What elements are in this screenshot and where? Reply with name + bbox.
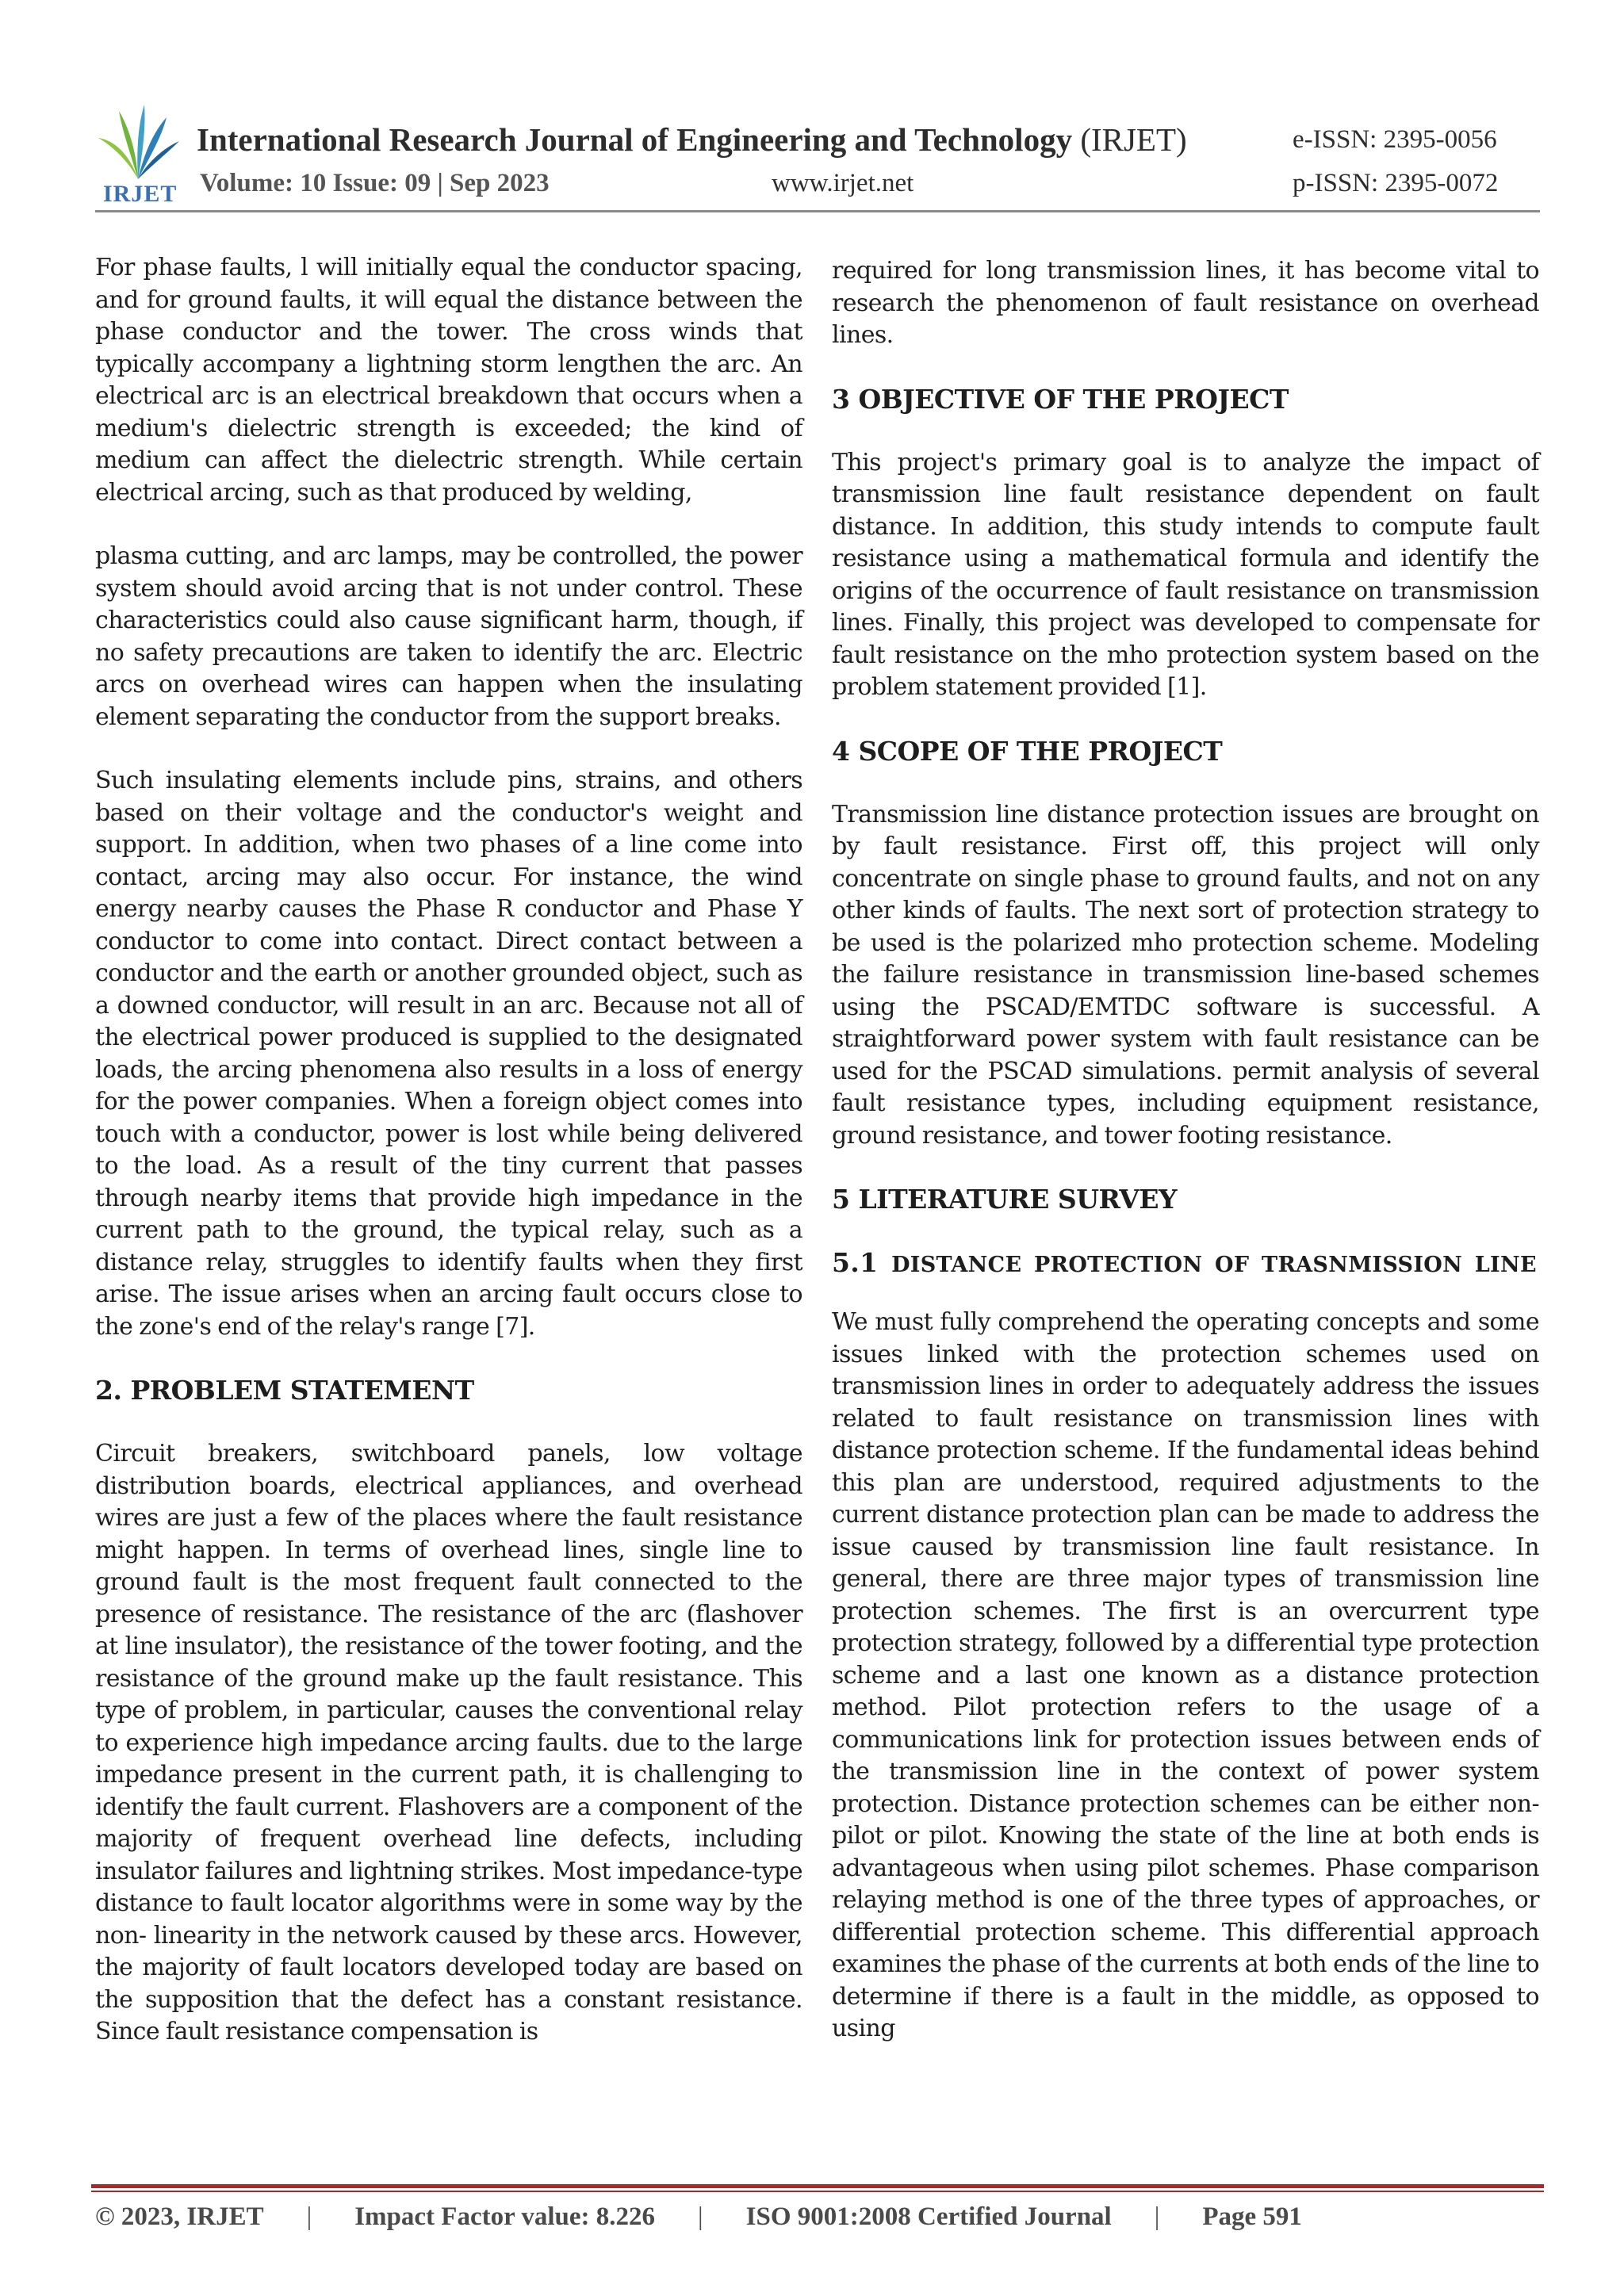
footer-divider-thin: [91, 2191, 1544, 2192]
logo-leaves-icon: [95, 103, 181, 182]
left-column: [95, 252, 802, 2049]
pissn: p-ISSN: 2395-0072: [1293, 169, 1499, 197]
footer-copyright: © 2023, IRJET: [95, 2202, 264, 2231]
subsection-heading-distance-protection: [832, 1247, 1539, 1281]
logo-text: IRJET: [103, 181, 178, 207]
journal-abbr: (IRJET): [1080, 121, 1187, 158]
footer-page-number: Page 591: [1202, 2202, 1302, 2231]
header-divider: [95, 210, 1540, 212]
paragraph: For phase faults, l will initially equal the conductor spacing, and for ground faults, it will equal the distance between the phase conductor and the tower. The cross winds that typically accompany a lightning storm lengthen the arc. An electrical arc is an electrical breakdown that occurs when a medium's dielectric strength is exceeded; the kind of medium can affect the dielectric strength. While certain electrical arcing, such as that produced by welding,: [95, 254, 802, 507]
paragraph: plasma cutting, and arc lamps, may be controlled, the power system should avoid arcing that is not under control. These characteristics could also cause significant harm, though, if no safety precautions are taken to identify the arc. Electric arcs on overhead wires can happen when the insulating element separating the conductor from the support breaks.: [95, 542, 802, 731]
paragraph: This project's primary goal is to analyze the impact of transmission line fault resistance dependent on fault distance. In addition, this study intends to compute fault resistance using a mathematical formula and identify the origins of the occurrence of fault resistance on transmission lines. Finally, this project was developed to compensate for fault resistance on the mho protection system based on the problem statement provided [1].: [832, 448, 1539, 701]
footer-impact-factor: Impact Factor value: 8.226: [354, 2202, 656, 2231]
section-heading-scope: 4 SCOPE OF THE PROJECT: [832, 735, 1223, 767]
section-heading-literature-survey: 5 LITERATURE SURVEY: [832, 1184, 1178, 1215]
paragraph: Such insulating elements include pins, strains, and others based on their voltage and the conductor's weight and support. In addition, when two phases of a line come into contact, arcing may also occur. For instance, the wind energy nearby causes the Phase R conductor and Phase Y conductor to come into contact. Direct contact between a conductor and the earth or another grounded object, such as a downed conductor, will result in an arc. Because not all of the electrical power produced is supplied to the designated loads, the arcing phenomena also results in a loss of energy for the power companies. When a foreign object comes into touch with a conductor, power is lost while being delivered to the load. As a result of the tiny current that passes through nearby items that provide high impedance in the current path to the ground, the typical relay, such as a distance relay, struggles to identify faults when they first arise. The issue arises when an arcing fault occurs close to the zone's end of the relay's range [7].: [95, 767, 802, 1341]
section-heading-problem-statement: 2. PROBLEM STATEMENT: [95, 1375, 474, 1406]
paragraph: We must fully comprehend the operating concepts and some issues linked with the protection schemes used on transmission lines in order to adequately address the issues related to fault resistance on transmission lines with distance protection scheme. If the fundamental ideas behind this plan are understood, required adjustments to the current distance protection plan can be made to address the issue caused by transmission line fault resistance. In general, there are three major types of transmission line protection schemes. The first is an overcurrent type protection strategy, followed by a differential type protection scheme and a last one known as a distance protection method. Pilot protection refers to the usage of a communications link for protection issues between ends of the transmission line in the context of power system protection. Distance protection schemes can be either non-pilot or pilot. Knowing the state of the line at both ends is advantageous when using pilot schemes. Phase comparison relaying method is one of the three types of approaches, or differential protection scheme. This differential approach examines the phase of the currents at both ends of the line to determine if there is a fault in the middle, as opposed to using: [832, 1308, 1539, 2042]
footer-iso: ISO 9001:2008 Certified Journal: [745, 2202, 1112, 2231]
subsection-title: DISTANCE PROTECTION OF TRASNMISSION LINE: [891, 1253, 1537, 1277]
page-footer: © 2023, IRJET | Impact Factor value: 8.226 | ISO 9001:2008 Certified Journal | Page 591: [95, 2202, 1302, 2231]
section-heading-objective: 3 OBJECTIVE OF THE PROJECT: [832, 383, 1289, 415]
journal-logo: [95, 103, 181, 208]
paragraph: Transmission line distance protection issues are brought on by fault resistance. First off, this project will only concentrate on single phase to ground faults, and not on any other kinds of faults. The next sort of protection strategy to be used is the polarized mho protection scheme. Modeling the failure resistance in transmission line-based schemes using the PSCAD/EMTDC software is successful. A straightforward power system with fault resistance can be used for the PSCAD simulations. permit analysis of several fault resistance types, including equipment resistance, ground resistance, and tower footing resistance.: [832, 800, 1539, 1150]
volume-issue: Volume: 10 Issue: 09 | Sep 2023: [200, 169, 550, 197]
right-column: [832, 255, 1539, 2045]
journal-title: [197, 121, 1275, 159]
footer-divider: [91, 2184, 1544, 2188]
paragraph: Circuit breakers, switchboard panels, low voltage distribution boards, electrical appliances, and overhead wires are just a few of the places where the fault resistance might happen. In terms of overhead lines, single line to ground fault is the most frequent fault connected to the presence of resistance. The resistance of the arc (flashover at line insulator), the resistance of the tower footing, and the resistance of the ground make up the fault resistance. This type of problem, in particular, causes the conventional relay to experience high impedance arcing faults. due to the large impedance present in the current path, it is challenging to identify the fault current. Flashovers are a component of the majority of frequent overhead line defects, including insulator failures and lightning strikes. Most impedance-type distance to fault locator algorithms were in some way by the non- linearity in the network caused by these arcs. However, the majority of fault locators developed today are based on the supposition that the defect has a constant resistance. Since fault resistance compensation is: [95, 1440, 802, 2045]
eissn: e-ISSN: 2395-0056: [1293, 125, 1497, 154]
subsection-number: 5.1: [832, 1247, 879, 1278]
journal-name: International Research Journal of Engineering and Technology: [197, 121, 1073, 158]
paragraph: required for long transmission lines, it has become vital to research the phenomenon of fault resistance on overhead lines.: [832, 257, 1539, 349]
website-link[interactable]: www.irjet.net: [772, 169, 914, 197]
